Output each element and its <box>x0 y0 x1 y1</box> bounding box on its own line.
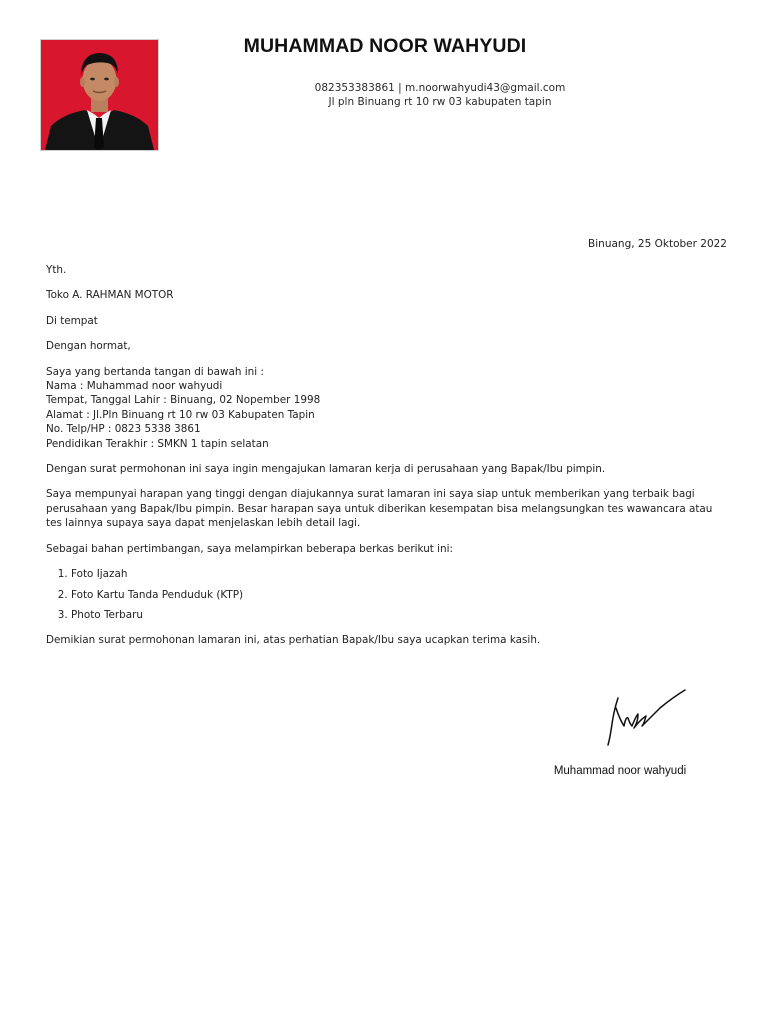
applicant-details <box>46 365 726 451</box>
recipient: Toko A. RAHMAN MOTOR <box>46 289 174 302</box>
contact-address: Jl pln Binuang rt 10 rw 03 kabupaten tapin <box>328 96 552 108</box>
greeting: Dengan hormat, <box>46 340 131 353</box>
list-item: 2. Foto Kartu Tanda Penduduk (KTP) <box>71 588 726 602</box>
closing-paragraph: Demikian surat permohonan lamaran ini, atas perhatian Bapak/Ibu saya ucapkan terima kasih. <box>46 634 541 647</box>
handwritten-signature <box>600 686 692 748</box>
letter-body <box>46 263 726 659</box>
attachments-intro: Sebagai bahan pertimbangan, saya melampirkan beberapa berkas berikut ini: <box>46 542 454 555</box>
motivation-paragraph: Saya mempunyai harapan yang tinggi dengan diajukannya surat lamaran ini saya siap untuk memberikan yang terbaik bagi perusahaan yang Bapak/Ibu pimpin. Besar harapan saya untuk diberikan kesempatan bisa melangsungkan tes wawancara atau tes lainnya supaya saya dapat menjelaskan lebih detail lagi. <box>46 488 713 530</box>
detail-address: Alamat : Jl.Pln Binuang rt 10 rw 03 Kabupaten Tapin <box>46 408 315 421</box>
detail-education: Pendidikan Terakhir : SMKN 1 tapin selatan <box>46 437 269 450</box>
recipient-place: Di tempat <box>46 314 98 327</box>
profile-photo <box>40 39 159 151</box>
signer-name: Muhammad noor wahyudi <box>553 765 687 777</box>
detail-phone: No. Telp/HP : 0823 5338 3861 <box>46 423 201 436</box>
attachments-list <box>46 567 726 622</box>
salutation-to: Yth. <box>46 264 67 276</box>
applicant-name-heading: MUHAMMAD NOOR WAHYUDI <box>243 35 527 57</box>
details-intro: Saya yang bertanda tangan di bawah ini : <box>46 365 264 378</box>
contact-phone-email: 082353383861 | m.noorwahyudi43@gmail.com <box>314 82 566 94</box>
list-item: 3. Photo Terbaru <box>71 608 726 622</box>
application-paragraph: Dengan surat permohonan ini saya ingin mengajukan lamaran kerja di perusahaan yang Bapak/Ibu pimpin. <box>46 463 606 476</box>
list-item: 1. Foto Ijazah <box>71 567 726 581</box>
letter-date: Binuang, 25 Oktober 2022 <box>588 238 727 250</box>
detail-name: Nama : Muhammad noor wahyudi <box>46 380 223 393</box>
portrait-image <box>41 40 158 150</box>
detail-birth: Tempat, Tanggal Lahir : Binuang, 02 Nopember 1998 <box>46 394 321 407</box>
